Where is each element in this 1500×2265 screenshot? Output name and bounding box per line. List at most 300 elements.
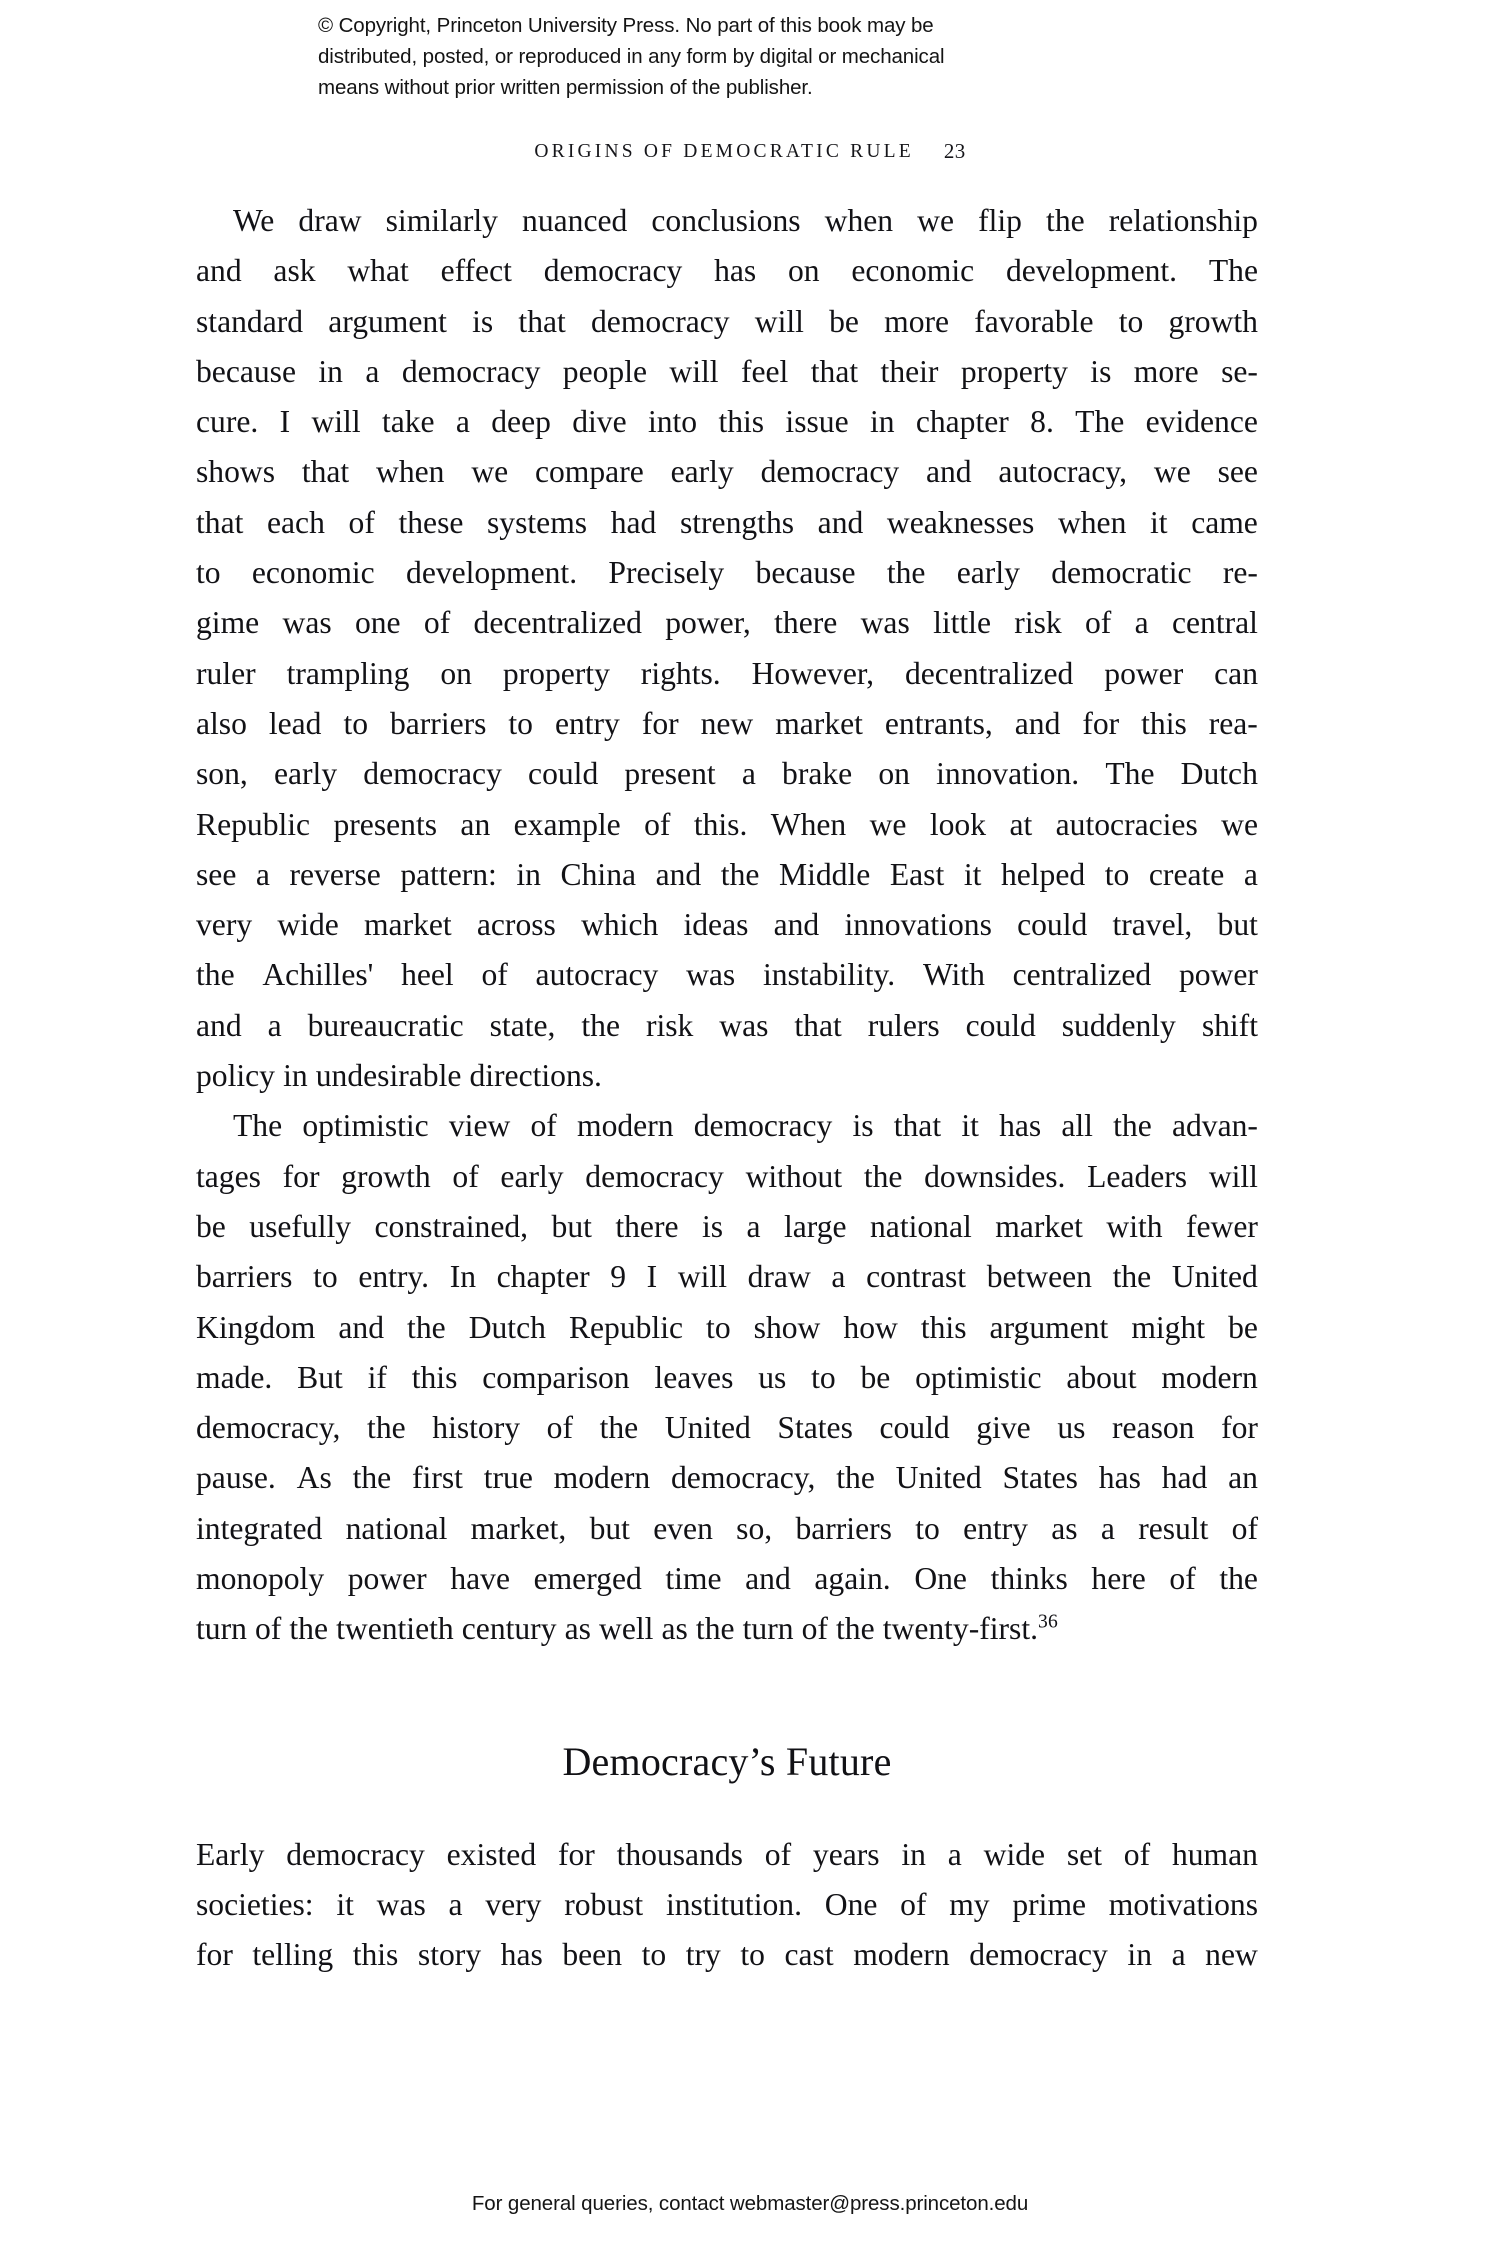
paragraph-3 — [196, 1830, 1258, 1981]
word: the — [863, 1158, 903, 1194]
word: modern — [553, 1460, 651, 1496]
word: risk — [645, 1007, 694, 1043]
word: the — [1219, 1561, 1258, 1597]
word: presents — [333, 806, 438, 842]
word: of — [423, 605, 451, 641]
word: heel — [401, 957, 454, 993]
word: but — [1217, 907, 1258, 943]
word: economic — [851, 253, 975, 289]
word: and — [1014, 705, 1061, 741]
word: barriers — [196, 1259, 293, 1295]
word: entry — [554, 705, 620, 741]
word: this — [920, 1309, 967, 1345]
word: of — [1231, 1510, 1258, 1546]
word: monopoly — [196, 1561, 325, 1597]
word: argument — [328, 303, 447, 339]
word: across — [476, 907, 556, 943]
word: gime — [196, 605, 260, 641]
word: again. — [814, 1561, 891, 1597]
word: of — [530, 1108, 557, 1144]
word: early — [670, 454, 734, 490]
word: there — [774, 605, 838, 641]
word: new — [1205, 1937, 1258, 1973]
word: this — [411, 1359, 458, 1395]
word: a — [365, 353, 380, 389]
word: growth — [341, 1158, 431, 1194]
word: could — [1017, 907, 1088, 943]
word: States — [777, 1410, 853, 1446]
spacer-before-heading — [196, 1655, 1258, 1738]
word: democracy — [286, 1836, 425, 1872]
word: more — [884, 303, 950, 339]
word: draw — [747, 1259, 811, 1295]
word: with — [1106, 1208, 1163, 1244]
word: true — [483, 1460, 533, 1496]
word: is — [1090, 353, 1112, 389]
word: re- — [1222, 555, 1258, 591]
word: a — [1100, 1510, 1115, 1546]
word: could — [879, 1410, 950, 1446]
word: advan- — [1171, 1108, 1258, 1144]
word: trampling — [286, 655, 410, 691]
word: power, — [665, 605, 751, 641]
word: conclusions — [651, 203, 801, 238]
word: United — [1171, 1259, 1258, 1295]
word: will — [311, 404, 361, 440]
word: issue — [785, 404, 849, 440]
word: to — [740, 1937, 765, 1973]
word: might — [1131, 1309, 1206, 1345]
word: but — [551, 1208, 592, 1244]
word: be — [829, 303, 859, 339]
word: democracy — [693, 1108, 833, 1144]
word: as — [1051, 1510, 1078, 1546]
text-line — [196, 749, 1258, 799]
word: to — [706, 1309, 731, 1345]
word: standard — [196, 303, 304, 339]
word: However, — [751, 655, 875, 691]
word: an — [460, 806, 491, 842]
word: downsides. — [924, 1158, 1066, 1194]
word: ideas — [683, 907, 749, 943]
page-number: 23 — [943, 139, 966, 163]
word: United — [895, 1460, 982, 1496]
word: the — [1046, 203, 1085, 238]
word: very — [196, 907, 253, 943]
word: we — [1221, 806, 1258, 842]
word: deep — [491, 404, 551, 440]
word: tages — [196, 1158, 261, 1194]
word: of — [900, 1886, 927, 1922]
word: China — [560, 856, 637, 892]
word: had — [1161, 1460, 1208, 1496]
word: democracy — [591, 303, 730, 339]
text-line — [196, 1604, 1258, 1654]
word: economic — [251, 555, 375, 591]
word: each — [267, 504, 325, 540]
word: power — [1178, 957, 1258, 993]
word: national — [345, 1510, 448, 1546]
word: barriers — [795, 1510, 892, 1546]
text-line — [196, 850, 1258, 900]
word: of — [764, 1836, 792, 1872]
word: all — [1061, 1108, 1093, 1144]
word: One — [824, 1886, 878, 1922]
word: could — [528, 756, 599, 792]
word: will — [754, 303, 804, 339]
word: a — [1243, 856, 1258, 892]
text-line — [196, 1252, 1258, 1302]
word: give — [976, 1410, 1031, 1446]
word: be — [1228, 1309, 1258, 1345]
word: that — [301, 454, 350, 490]
word: of — [452, 1158, 479, 1194]
word: years — [812, 1836, 880, 1872]
word: robust — [564, 1886, 644, 1922]
word: history — [432, 1410, 521, 1446]
word: modern — [577, 1108, 674, 1144]
word: the — [836, 1460, 875, 1496]
word: systems — [487, 504, 588, 540]
word: Precisely — [608, 555, 725, 591]
word: early — [500, 1158, 564, 1194]
word: fewer — [1186, 1208, 1258, 1244]
word: this. — [693, 806, 748, 842]
word: ruler — [196, 655, 256, 691]
word: thousands — [616, 1836, 743, 1872]
word: the — [581, 1007, 620, 1043]
word: nuanced — [522, 203, 628, 238]
word: power — [1104, 655, 1184, 691]
word: a — [448, 1886, 463, 1922]
word: of — [546, 1410, 573, 1446]
running-head — [0, 138, 1500, 163]
word: has — [1098, 1460, 1141, 1496]
word: the — [367, 1410, 406, 1446]
word: One — [914, 1561, 967, 1597]
word: about — [1066, 1359, 1137, 1395]
word: and — [773, 907, 820, 943]
word: travel, — [1112, 907, 1193, 943]
word: of — [1169, 1561, 1196, 1597]
word: democracy — [969, 1937, 1108, 1973]
word: decentralized — [473, 605, 642, 641]
word: what — [347, 253, 409, 289]
word: the — [352, 1460, 392, 1496]
word: to — [508, 705, 533, 741]
word: for — [641, 705, 679, 741]
text-line — [196, 950, 1258, 1000]
word: decentralized — [904, 655, 1074, 691]
word: the — [1112, 1259, 1152, 1295]
word: for — [1221, 1410, 1258, 1446]
word: shift — [1201, 1007, 1258, 1043]
word: market, — [470, 1510, 567, 1546]
word: of — [644, 806, 671, 842]
word: dive — [572, 404, 627, 440]
word: create — [1148, 856, 1225, 892]
word: because — [196, 353, 296, 389]
word: us — [1057, 1410, 1086, 1446]
word: to — [811, 1359, 836, 1395]
word: With — [922, 957, 985, 993]
word: relationship — [1108, 203, 1258, 238]
word: made. — [196, 1359, 273, 1395]
word: a — [455, 404, 470, 440]
spacer-after-heading — [196, 1786, 1258, 1830]
word: came — [1191, 504, 1258, 540]
word: was — [719, 1007, 769, 1043]
word: rea- — [1208, 705, 1258, 741]
word: for — [1082, 705, 1120, 741]
word: example — [513, 806, 621, 842]
text-line — [196, 598, 1258, 648]
word: Middle — [778, 856, 871, 892]
word: optimistic — [302, 1108, 429, 1144]
word: for — [282, 1158, 320, 1194]
word: it — [961, 1108, 979, 1144]
word: to — [343, 705, 369, 741]
word: Republic — [568, 1309, 684, 1345]
footnote-reference[interactable]: 36 — [1038, 1611, 1059, 1633]
word: in — [516, 856, 541, 892]
word: growth — [1168, 303, 1258, 339]
text-line — [196, 196, 1258, 246]
word: is — [852, 1108, 874, 1144]
word: between — [986, 1259, 1092, 1295]
word: the — [407, 1309, 446, 1345]
word: is — [701, 1208, 724, 1244]
word: the — [886, 555, 926, 591]
word: to — [915, 1510, 940, 1546]
word: market — [363, 907, 452, 943]
word: to — [641, 1937, 667, 1973]
text-line — [196, 649, 1258, 699]
word: Early — [196, 1836, 265, 1872]
word: instability. — [762, 957, 896, 993]
word: institution. — [665, 1886, 802, 1922]
word: look — [929, 806, 987, 842]
word: 8. — [1030, 404, 1054, 440]
word: without — [745, 1158, 843, 1194]
text-line — [196, 1001, 1258, 1051]
first-line-indent — [196, 196, 233, 246]
word: because — [755, 555, 856, 591]
word: argument — [989, 1309, 1109, 1345]
word: We — [233, 203, 275, 238]
word: which — [581, 907, 659, 943]
text-line — [196, 548, 1258, 598]
word: wide — [983, 1836, 1046, 1872]
text-line — [196, 1353, 1258, 1403]
word: barriers — [389, 705, 487, 741]
word: show — [753, 1309, 821, 1345]
word: effect — [440, 253, 512, 289]
word: rulers — [867, 1007, 940, 1043]
word: 9 — [610, 1259, 627, 1295]
word: when — [1057, 504, 1127, 540]
word: a — [255, 856, 270, 892]
text-line — [196, 1152, 1258, 1202]
word: helped — [1000, 856, 1086, 892]
text-line — [196, 447, 1258, 497]
word: see — [1217, 454, 1258, 490]
word: power — [347, 1561, 427, 1597]
word: telling — [252, 1937, 334, 1973]
word: and — [655, 856, 702, 892]
word: democracy — [363, 756, 502, 792]
word: that — [196, 504, 244, 540]
word: one — [354, 605, 401, 641]
word: it — [963, 856, 982, 892]
running-head-title: ORIGINS OF DEMOCRATIC RULE — [534, 141, 914, 162]
word: and — [196, 253, 242, 289]
word: innovations — [844, 907, 992, 943]
text-line — [196, 1554, 1258, 1604]
word: a — [746, 1208, 761, 1244]
word: the — [196, 957, 235, 993]
word: The — [1105, 756, 1155, 792]
word: on — [878, 756, 910, 792]
word: autocracy — [535, 957, 659, 993]
word: thinks — [990, 1561, 1068, 1597]
word: it — [336, 1886, 354, 1922]
word: these — [398, 504, 464, 540]
word: compare — [534, 454, 644, 490]
word: can — [1214, 655, 1258, 691]
word: but — [589, 1510, 630, 1546]
text-line — [196, 1453, 1258, 1503]
word: democracy, — [196, 1410, 341, 1446]
word: little — [933, 605, 991, 641]
word: emerged — [533, 1561, 642, 1597]
word: democratic — [1051, 555, 1192, 591]
text-line — [196, 1880, 1258, 1930]
word: of — [348, 504, 375, 540]
word: there — [615, 1208, 679, 1244]
word: societies: — [196, 1886, 314, 1922]
word: I — [279, 404, 291, 440]
text-line — [196, 1830, 1258, 1880]
word: and — [817, 504, 864, 540]
word: so, — [736, 1510, 773, 1546]
word: democracy — [585, 1158, 724, 1194]
text-line — [196, 246, 1258, 296]
word: also — [196, 705, 247, 741]
word: reverse — [289, 856, 381, 892]
word: Achilles' — [262, 957, 374, 993]
word: that — [810, 353, 859, 389]
copyright-notice — [318, 10, 1198, 103]
text-line — [196, 1403, 1258, 1453]
word: But — [297, 1359, 343, 1395]
word: time — [665, 1561, 722, 1597]
word: has — [500, 1937, 543, 1973]
word: was — [860, 605, 910, 641]
word: When — [770, 806, 847, 842]
word: entry — [963, 1510, 1028, 1546]
word: that — [794, 1007, 842, 1043]
word: centralized — [1012, 957, 1152, 993]
word: their — [880, 353, 939, 389]
word: pattern: — [400, 856, 497, 892]
word: flip — [978, 203, 1022, 238]
word: democracy — [760, 454, 900, 490]
text-line — [196, 900, 1258, 950]
word: and — [338, 1309, 385, 1345]
word: that — [893, 1108, 942, 1144]
word: development. — [406, 555, 578, 591]
word: constrained, — [374, 1208, 529, 1244]
word: even — [653, 1510, 713, 1546]
text-line — [196, 1303, 1258, 1353]
word: we — [471, 454, 509, 490]
word: entrants, — [884, 705, 993, 741]
word: Kingdom — [196, 1309, 316, 1345]
word: has — [999, 1108, 1042, 1144]
word: market — [995, 1208, 1083, 1244]
word: cast — [784, 1937, 834, 1973]
word: brake — [782, 756, 853, 792]
word: and — [925, 454, 972, 490]
text-line — [196, 1202, 1258, 1252]
word: a — [1134, 605, 1149, 641]
word: my — [949, 1886, 990, 1922]
word: chapter — [915, 404, 1009, 440]
word: of — [481, 957, 508, 993]
word: to — [313, 1259, 338, 1295]
text-line — [196, 699, 1258, 749]
word: Dutch — [468, 1309, 546, 1345]
word: In — [449, 1259, 477, 1295]
paragraph-2 — [196, 1101, 1258, 1654]
word: early — [956, 555, 1020, 591]
word: son, — [196, 756, 248, 792]
copyright-line: means without prior written permission of the publisher. — [318, 76, 813, 99]
word: will — [677, 1259, 727, 1295]
word: the — [1113, 1108, 1152, 1144]
text-line-content: turn of the twentieth century as well as the turn of the twenty-first. — [196, 1611, 1039, 1647]
word: of — [1123, 1836, 1151, 1872]
paragraph-1 — [196, 196, 1258, 1101]
text-line — [196, 347, 1258, 397]
word: autocracies — [1055, 806, 1198, 842]
word: national — [870, 1208, 972, 1244]
word: comparison — [482, 1359, 630, 1395]
word: we — [1153, 454, 1191, 490]
word: we — [869, 806, 907, 842]
word: in — [1127, 1937, 1152, 1973]
word: favorable — [974, 303, 1094, 339]
word: was — [686, 957, 736, 993]
word: a — [947, 1836, 962, 1872]
word: wide — [277, 907, 339, 943]
word: integrated — [196, 1510, 323, 1546]
footer-notice: For general queries, contact webmaster@press.princeton.edu — [471, 2192, 1029, 2215]
section-heading: Democracy’s Future — [562, 1738, 892, 1784]
word: been — [562, 1937, 622, 1973]
word: a — [1171, 1937, 1186, 1973]
word: feel — [740, 353, 789, 389]
word: view — [448, 1108, 511, 1144]
word: optimistic — [915, 1359, 1042, 1395]
word: when — [824, 203, 894, 238]
text-line — [196, 800, 1258, 850]
word: present — [624, 756, 716, 792]
text-line — [196, 1930, 1258, 1980]
word: the — [599, 1410, 639, 1446]
word: weaknesses — [886, 504, 1035, 540]
